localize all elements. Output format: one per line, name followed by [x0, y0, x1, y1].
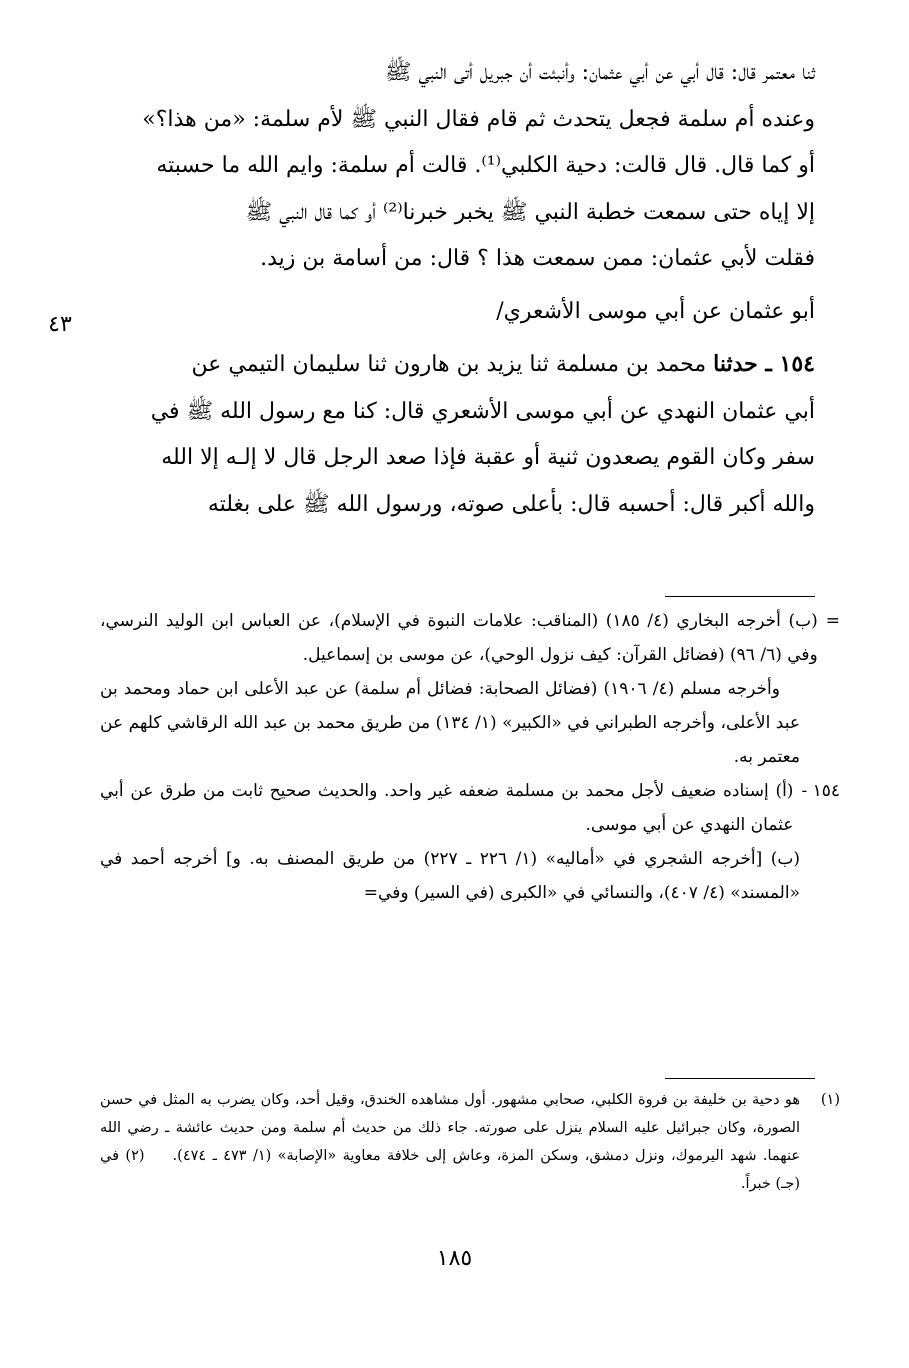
footnote	[100, 1086, 840, 1198]
margin-reference-number: ٤٣	[48, 312, 72, 337]
hadith-line	[100, 341, 815, 389]
main-line: وعنده أم سلمة فجعل يتحدث ثم قام فقال النبي ﷺ لأم سلمة: «من هذا؟»	[142, 106, 815, 132]
takhrij-item	[100, 604, 840, 672]
takhrij-hadith-number: ١٥٤ -	[801, 781, 840, 801]
hadith-number: ١٥٤ ـ حدثنا	[713, 351, 815, 377]
takhrij-paragraph	[100, 672, 840, 774]
footnote-number: (٢)	[125, 1148, 145, 1164]
hadith-line-text: محمد بن مسلمة ثنا يزيد بن هارون ثنا سليمان التيمي عن	[191, 352, 707, 377]
hadith-line: والله أكبر قال: أحسبه قال: بأعلى صوته، ورسول الله ﷺ على بغلته	[207, 491, 815, 517]
takhrij-notes	[100, 604, 840, 910]
footnote-number: (١)	[820, 1092, 840, 1108]
main-line: إلا إياه حتى سمعت خطبة النبي ﷺ يخبر خبرنا⁽²⁾ أو كما قال النبي ﷺ	[245, 199, 815, 225]
page-number: ١٨٥	[436, 1246, 473, 1271]
footnote-body: هو دحية بن خليفة بن فروة الكلبي، صحابي مشهور. أول مشاهده الخندق، وقيل أحد، وكان يضرب به المثل في حسن الصورة، وكان جبرائيل عليه السلام ينزل على صورته. جاء ذلك من حديث أم سلمة ومن حديث عائشة ـ رضي الله عنهما. شهد اليرموك، ونزل دمشق، وسكن المزة، وعاش إلى خلافة معاوية «الإصابة» (١/ ٤٧٣ ـ ٤٧٤).	[100, 1092, 801, 1164]
main-line: ثنا معتمر قال: قال أبي عن أبي عثمان: وأنبئت أن جبريل أتى النبي ﷺ	[384, 60, 815, 85]
section-heading: أبو عثمان عن أبي موسى الأشعري/	[496, 298, 815, 324]
takhrij-text: وأخرجه مسلم (٤/ ١٩٠٦) (فضائل الصحابة: فضائل أم سلمة) عن عبد الأعلى ابن حماد ومحمد بن عبد الأعلى، وأخرجه الطبراني في «الكبير» (١/ ١٣٤) من طريق محمد بن عبد الله الرقاشي كلهم عن معتمر به.	[100, 679, 800, 767]
takhrij-text: (ب) أخرجه البخاري (٤/ ١٨٥) (المناقب: علامات النبوة في الإسلام)، عن العباس ابن الوليد النرسي، وفي (٦/ ٩٦) (فضائل القرآن: كيف نزول الوحي)، عن موسى بن إسماعيل.	[100, 611, 818, 665]
footnote-separator	[665, 1078, 815, 1079]
takhrij-item	[100, 774, 840, 842]
takhrij-text: (أ) إسناده ضعيف لأجل محمد بن مسلمة ضعفه غير واحد. والحديث صحيح ثابت من طرق عن أبي عثمان النهدي عن أبي موسى.	[100, 781, 794, 835]
footnote-body: في (جـ) خبراً.	[100, 1148, 800, 1192]
takhrij-text: (ب) [أخرجه الشجري في «أماليه» (١/ ٢٢٦ ـ ٢٢٧) من طريق المصنف به. و] أخرجه أحمد في «المسند» (٤/ ٤٠٧)، والنسائي في «الكبرى (في السير) وفي=	[100, 849, 800, 903]
main-line: أو كما قال. قال قالت: دحية الكلبي⁽¹⁾. قالت أم سلمة: وايم الله ما حسبته	[156, 153, 815, 178]
takhrij-separator	[665, 596, 815, 597]
hadith-line: سفر وكان القوم يصعدون ثنية أو عقبة فإذا صعد الرجل قال لا إلـه إلا الله	[161, 445, 815, 470]
hadith-line: أبي عثمان النهدي عن أبي موسى الأشعري قال: كنا مع رسول الله ﷺ في	[150, 398, 815, 424]
main-line: فقلت لأبي عثمان: ممن سمعت هذا ؟ قال: من أسامة بن زيد.	[260, 246, 815, 271]
continuation-marker: =	[825, 611, 840, 631]
main-text	[100, 50, 815, 528]
footnote-text	[100, 1086, 800, 1198]
takhrij-paragraph	[100, 842, 840, 910]
footnotes	[100, 1086, 840, 1198]
